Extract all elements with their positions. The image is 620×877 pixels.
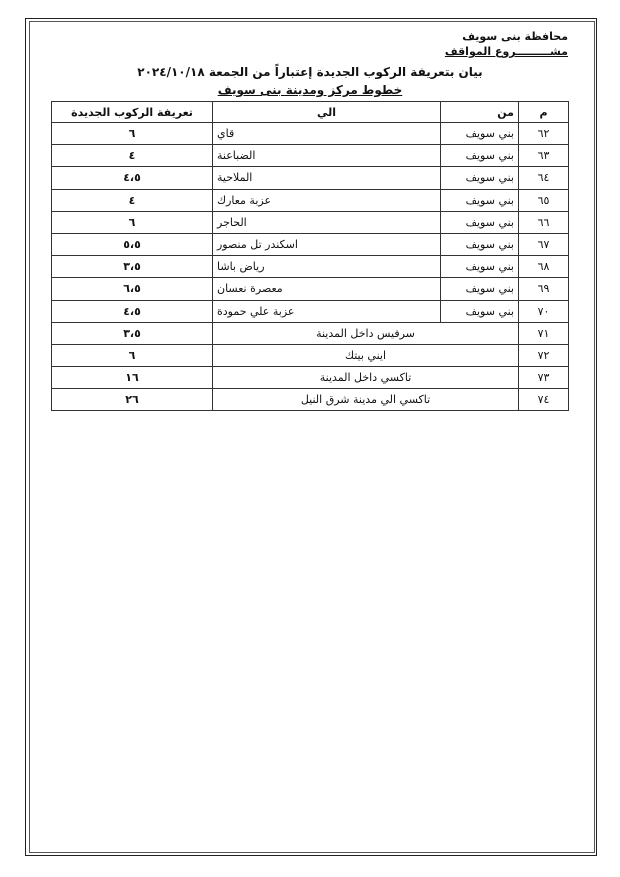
document-subtitle: خطوط مركز ومدينة بنى سويف bbox=[217, 83, 403, 97]
department-name: مشـــــــــروع المواقف bbox=[444, 45, 568, 58]
row-num: ٦٥ bbox=[519, 189, 569, 211]
row-fare: ٣،٥ bbox=[52, 322, 213, 344]
row-from: بني سويف bbox=[441, 233, 519, 255]
row-to: عزبة علي حمودة bbox=[213, 300, 441, 322]
row-to: معصرة نعسان bbox=[213, 278, 441, 300]
table-row bbox=[52, 189, 569, 211]
row-num: ٧١ bbox=[519, 322, 569, 344]
row-num: ٦٩ bbox=[519, 278, 569, 300]
table-row-merged bbox=[52, 367, 569, 389]
row-to: رياض باشا bbox=[213, 256, 441, 278]
header-num: م bbox=[519, 102, 569, 123]
table-row bbox=[52, 145, 569, 167]
row-from: بني سويف bbox=[441, 300, 519, 322]
row-num: ٦٧ bbox=[519, 233, 569, 255]
governorate-name: محافظة بنى سويف bbox=[462, 30, 568, 43]
row-num: ٦٨ bbox=[519, 256, 569, 278]
row-fare: ٦ bbox=[52, 123, 213, 145]
table-row bbox=[52, 233, 569, 255]
row-num: ٦٤ bbox=[519, 167, 569, 189]
row-to: الملاحية bbox=[213, 167, 441, 189]
table-row-merged bbox=[52, 322, 569, 344]
row-fare: ٦،٥ bbox=[52, 278, 213, 300]
row-to: عزبة معارك bbox=[213, 189, 441, 211]
row-fare: ١٦ bbox=[52, 367, 213, 389]
row-to: قاي bbox=[213, 123, 441, 145]
row-fare: ٥،٥ bbox=[52, 233, 213, 255]
row-num: ٦٢ bbox=[519, 123, 569, 145]
row-num: ٧٤ bbox=[519, 389, 569, 411]
row-route: ايني بيتك bbox=[213, 344, 519, 366]
row-fare: ٤،٥ bbox=[52, 167, 213, 189]
row-fare: ٣،٥ bbox=[52, 256, 213, 278]
row-from: بني سويف bbox=[441, 189, 519, 211]
table-row bbox=[52, 278, 569, 300]
header-from: من bbox=[441, 102, 519, 123]
row-fare: ٦ bbox=[52, 344, 213, 366]
row-route: تاكسي داخل المدينة bbox=[213, 367, 519, 389]
row-fare: ٤ bbox=[52, 145, 213, 167]
table-header-row bbox=[52, 102, 569, 123]
row-num: ٧٠ bbox=[519, 300, 569, 322]
row-from: بني سويف bbox=[441, 123, 519, 145]
row-to: اسكندر تل منصور bbox=[213, 233, 441, 255]
row-from: بني سويف bbox=[441, 256, 519, 278]
table-row bbox=[52, 167, 569, 189]
table-row bbox=[52, 256, 569, 278]
table-row bbox=[52, 123, 569, 145]
header-to: الي bbox=[213, 102, 441, 123]
row-num: ٧٣ bbox=[519, 367, 569, 389]
row-from: بني سويف bbox=[441, 145, 519, 167]
table-row bbox=[52, 211, 569, 233]
row-to: الضباعنة bbox=[213, 145, 441, 167]
row-route: سرفيس داخل المدينة bbox=[213, 322, 519, 344]
fare-table bbox=[51, 101, 569, 411]
row-from: بني سويف bbox=[441, 167, 519, 189]
table-row-merged bbox=[52, 389, 569, 411]
row-fare: ٢٦ bbox=[52, 389, 213, 411]
row-fare: ٦ bbox=[52, 211, 213, 233]
row-to: الحاجر bbox=[213, 211, 441, 233]
row-num: ٧٢ bbox=[519, 344, 569, 366]
row-from: بني سويف bbox=[441, 278, 519, 300]
row-num: ٦٦ bbox=[519, 211, 569, 233]
row-fare: ٤،٥ bbox=[52, 300, 213, 322]
table-row-merged bbox=[52, 344, 569, 366]
row-from: بني سويف bbox=[441, 211, 519, 233]
row-route: تاكسي الي مدينة شرق النيل bbox=[213, 389, 519, 411]
header-fare: تعريفة الركوب الجديدة bbox=[52, 102, 213, 123]
row-num: ٦٣ bbox=[519, 145, 569, 167]
document-title: بيان بتعريفة الركوب الجديدة إعتباراً من الجمعة ٢٠٢٤/١٠/١٨ bbox=[137, 65, 483, 79]
table-row bbox=[52, 300, 569, 322]
row-fare: ٤ bbox=[52, 189, 213, 211]
